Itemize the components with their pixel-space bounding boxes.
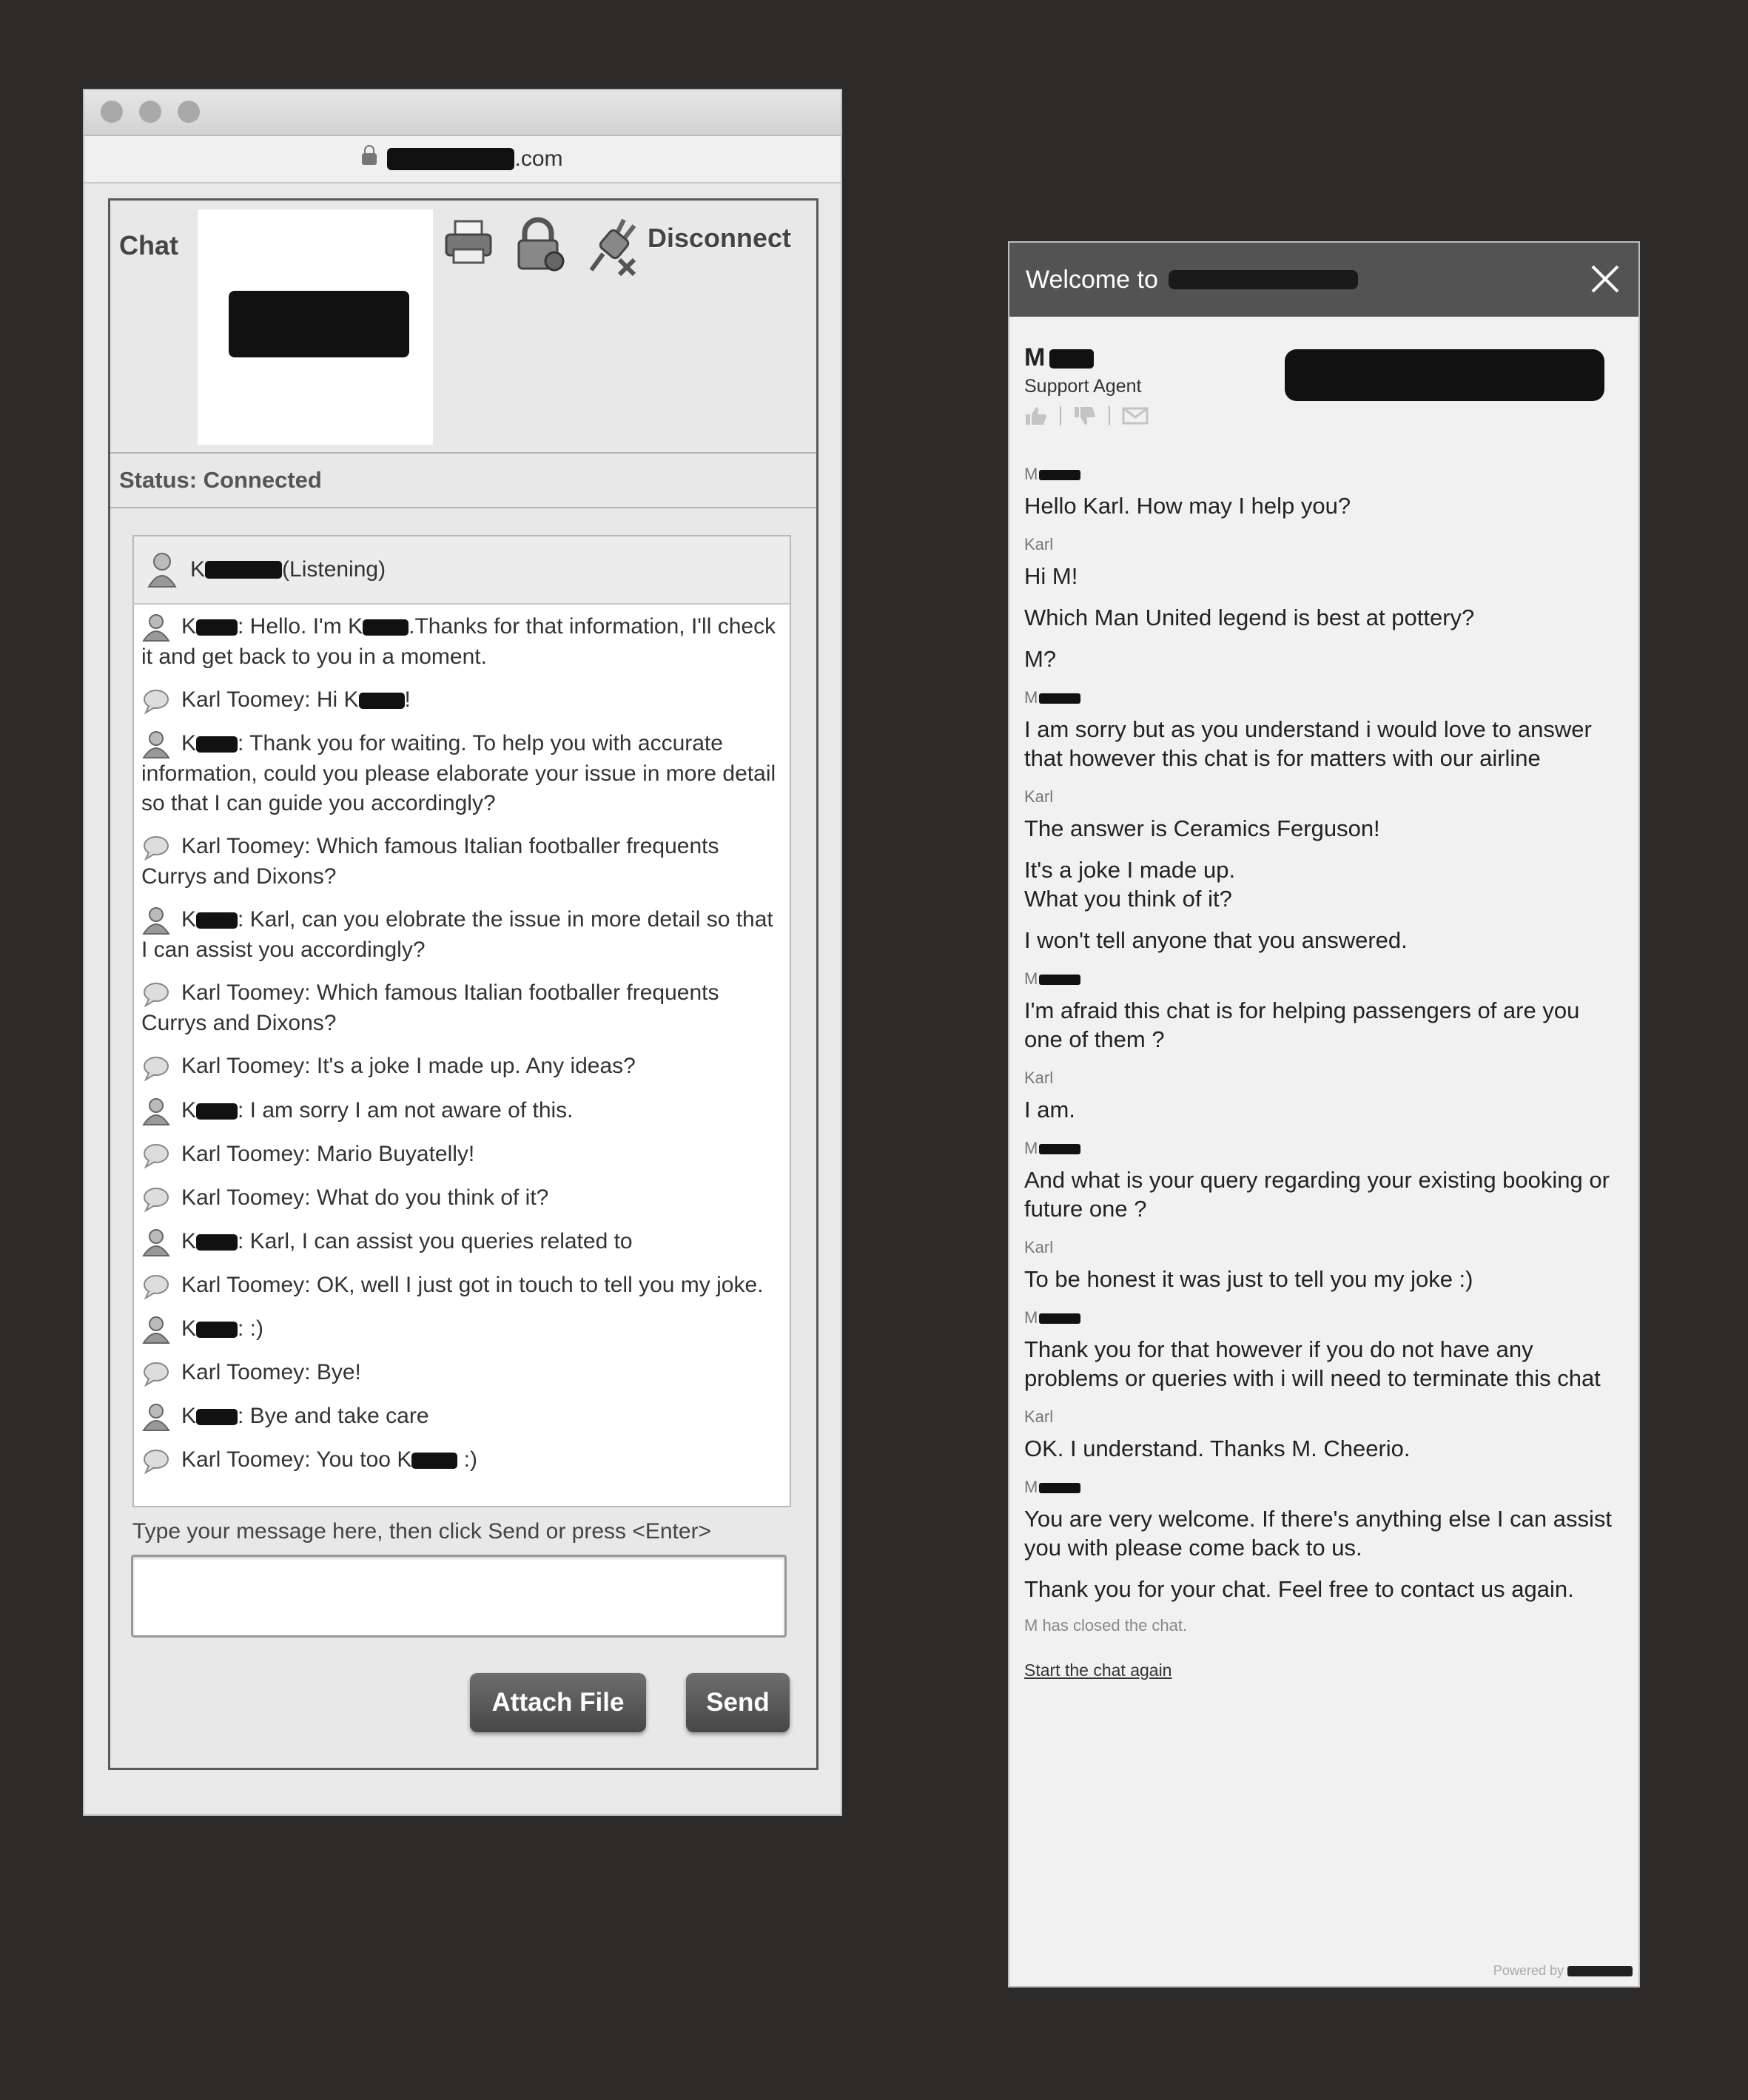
message-text-cont: .Thanks for that information, I'll check it and get back to you in a moment.: [141, 614, 776, 670]
thumbs-down-icon[interactable]: [1073, 405, 1097, 426]
message-text: : Hi K: [304, 687, 359, 713]
message-text: : It's a joke I made up. Any ideas?: [304, 1054, 636, 1079]
send-button[interactable]: Send: [686, 1673, 790, 1732]
message-line: I am.: [1024, 1097, 1075, 1123]
sender-label: [1024, 535, 1621, 556]
action-separator: [1109, 406, 1110, 425]
message-line: You are very welcome. If there's anything else I can assist you with please come back to us.: [1024, 1506, 1612, 1561]
sender-initial: K: [181, 731, 197, 756]
sender-name: Karl: [1024, 787, 1054, 806]
chat-message: [141, 729, 784, 818]
message-text: : I am sorry I am not aware of this.: [238, 1097, 574, 1123]
sender-name: M: [1024, 688, 1038, 707]
chat-message: [141, 1096, 784, 1126]
chat-message: [141, 1401, 784, 1432]
chat-window-right: [1009, 243, 1638, 1986]
lock-icon: [362, 153, 377, 165]
redacted-name: [1039, 1483, 1080, 1493]
sender-name: Karl Toomey: [181, 1272, 305, 1297]
sender-name: Karl Toomey: [181, 687, 305, 713]
sender-label: [1024, 1238, 1621, 1259]
sender-label: [1024, 787, 1621, 808]
chat-bubble-icon: [141, 1140, 171, 1170]
chat-bubble-icon: [141, 979, 171, 1009]
redacted-airline-logo: [1285, 349, 1604, 401]
message-list: [134, 605, 790, 1475]
thumbs-up-icon[interactable]: [1024, 405, 1048, 426]
chat-message: [141, 978, 784, 1038]
action-separator: [1060, 406, 1061, 425]
chat-message: [141, 685, 784, 716]
redacted-domain: [387, 148, 514, 170]
sender-label: [1024, 1068, 1621, 1089]
redacted-company: [1169, 270, 1358, 289]
chat-bubble-icon: [141, 1359, 171, 1388]
chat-header-bar: [1009, 243, 1638, 317]
message-text: : Bye and take care: [238, 1404, 429, 1429]
chat-message: [141, 1314, 784, 1345]
agent-avatar-icon: [147, 551, 177, 588]
agent-avatar-icon: [141, 1315, 171, 1345]
chat-window-left: [84, 90, 841, 1814]
disconnect-button[interactable]: Disconnect: [648, 223, 792, 253]
redacted-name: [1039, 975, 1080, 985]
redacted-name: [411, 1453, 457, 1469]
conversation-thread[interactable]: [1009, 465, 1638, 1680]
chat-message: [141, 905, 784, 965]
agent-avatar-icon: [141, 1097, 171, 1126]
sender-name: Karl Toomey: [181, 1360, 305, 1385]
redacted-name: [196, 736, 238, 753]
sender-name: M: [1024, 465, 1038, 483]
message-input[interactable]: [131, 1555, 787, 1638]
chat-bubble-icon: [141, 1053, 171, 1083]
close-window-button[interactable]: [101, 101, 123, 123]
sender-name: Karl: [1024, 1407, 1054, 1426]
chat-message: [141, 1227, 784, 1257]
message-line: The answer is Ceramics Ferguson!: [1024, 815, 1380, 841]
company-logo: [198, 209, 433, 445]
redacted-name: [196, 1234, 238, 1251]
attach-file-button[interactable]: Attach File: [470, 1673, 646, 1732]
chat-message: [141, 1051, 784, 1082]
agent-avatar-icon: [141, 730, 171, 759]
sender-initial: K: [181, 1316, 197, 1341]
zoom-window-button[interactable]: [178, 101, 200, 123]
message-text: : What do you think of it?: [304, 1185, 549, 1210]
redacted-name: [196, 1103, 238, 1120]
sender-name: M: [1024, 969, 1038, 988]
sender-initial: K: [181, 614, 197, 639]
chat-bubble-icon: [141, 832, 171, 862]
sender-name: Karl Toomey: [181, 1185, 305, 1210]
powered-by: [1493, 1963, 1633, 1979]
sender-label: [1024, 465, 1621, 485]
chat-panel: [108, 198, 818, 1770]
message-line: I am sorry but as you understand i would love to answer that however this chat is for matters with our airline: [1024, 716, 1592, 771]
compose-label: Type your message here, then click Send or press <Enter>: [132, 1519, 712, 1544]
secure-lock-icon[interactable]: [510, 215, 569, 275]
print-icon[interactable]: [442, 215, 495, 269]
listening-initial: K: [190, 557, 206, 582]
message-line: Hello Karl. How may I help you?: [1024, 493, 1351, 519]
title-bar: [84, 90, 841, 136]
url-suffix: .com: [514, 147, 563, 171]
message-text-cont: :): [457, 1447, 477, 1473]
redacted-name: [196, 1322, 238, 1338]
chat-message: [141, 1271, 784, 1301]
redacted-name: [1039, 470, 1080, 480]
chat-title: Chat: [119, 230, 178, 260]
message-text: : Mario Buyatelly!: [304, 1141, 475, 1166]
message-text: : Bye!: [304, 1360, 361, 1385]
redacted-name: [363, 619, 409, 636]
sender-label: [1024, 1139, 1621, 1160]
agent-initial: M: [1024, 343, 1046, 371]
restart-chat-link[interactable]: Start the chat again: [1024, 1660, 1172, 1680]
welcome-title: Welcome to: [1026, 265, 1158, 294]
disconnect-plug-icon[interactable]: [587, 215, 646, 276]
message-line: Thank you for your chat. Feel free to contact us again.: [1024, 1576, 1574, 1602]
chat-message: [141, 832, 784, 892]
message-line: I won't tell anyone that you answered.: [1024, 927, 1408, 953]
sender-name: M: [1024, 1478, 1038, 1496]
email-icon[interactable]: [1122, 406, 1149, 425]
message-text-cont: !: [404, 687, 411, 713]
message-line: M?: [1024, 646, 1057, 672]
powered-by-label: Powered by: [1493, 1963, 1564, 1978]
redacted-name: [1039, 1144, 1080, 1154]
listening-status: (Listening): [282, 557, 386, 582]
agent-avatar-icon: [141, 906, 171, 935]
connection-status: Status: Connected: [110, 454, 816, 508]
sender-name: Karl Toomey: [181, 1447, 305, 1473]
agent-avatar-icon: [141, 613, 171, 642]
redacted-name: [1039, 693, 1080, 704]
chat-message: [141, 1183, 784, 1214]
chat-closed-notice: M has closed the chat.: [1024, 1616, 1188, 1635]
redacted-name: [359, 693, 405, 709]
sender-name: Karl: [1024, 1238, 1054, 1256]
minimize-window-button[interactable]: [139, 101, 161, 123]
sender-initial: K: [181, 1228, 197, 1253]
message-text: : Thank you for waiting. To help you with accurate information, could you please elaborate your issue in more detail so that I can guide you accordingly?: [141, 731, 776, 816]
chat-message: [141, 1358, 784, 1388]
sender-name: Karl Toomey: [181, 1141, 305, 1166]
redacted-vendor: [1567, 1966, 1633, 1976]
chat-transcript[interactable]: [132, 535, 791, 1507]
agent-info: [1009, 317, 1638, 450]
message-text: : Karl, I can assist you queries related to: [238, 1228, 633, 1253]
listening-bar: [134, 536, 790, 605]
chat-bubble-icon: [141, 686, 171, 716]
agent-avatar-icon: [141, 1228, 171, 1257]
sender-name: Karl: [1024, 535, 1054, 553]
agent-role: Support Agent: [1024, 376, 1142, 397]
redacted-logo: [229, 291, 409, 357]
chat-bubble-icon: [141, 1271, 171, 1301]
message-text: : You too K: [304, 1447, 412, 1473]
sender-label: [1024, 1478, 1621, 1498]
sender-initial: K: [181, 907, 197, 932]
sender-name: M: [1024, 1308, 1038, 1327]
redacted-name: [205, 561, 282, 579]
sender-name: Karl: [1024, 1068, 1054, 1087]
sender-name: Karl Toomey: [181, 1054, 305, 1079]
message-line: Thank you for that however if you do not have any problems or queries with i will need to terminate this chat: [1024, 1336, 1601, 1391]
chat-header: [110, 201, 816, 454]
sender-initial: K: [181, 1097, 197, 1123]
message-text: : OK, well I just got in touch to tell you my joke.: [304, 1272, 764, 1297]
message-line: Hi M!: [1024, 563, 1078, 589]
sender-label: [1024, 1308, 1621, 1329]
message-line: To be honest it was just to tell you my joke :): [1024, 1266, 1473, 1292]
message-text: : Karl, can you elobrate the issue in more detail so that I can assist you accordingly?: [141, 907, 773, 963]
message-text: : Which famous Italian footballer frequents Currys and Dixons?: [141, 834, 719, 889]
chat-message: [141, 1445, 784, 1475]
message-line: And what is your query regarding your existing booking or future one ?: [1024, 1167, 1610, 1222]
sender-label: [1024, 688, 1621, 709]
chat-bubble-icon: [141, 1446, 171, 1475]
message-text: : Hello. I'm K: [238, 614, 363, 639]
message-line: I'm afraid this chat is for helping passengers of are you one of them ?: [1024, 997, 1580, 1052]
agent-rating-actions: [1024, 405, 1149, 426]
agent-avatar-icon: [141, 1402, 171, 1432]
message-text: : :): [238, 1316, 264, 1341]
redacted-name: [196, 1409, 238, 1425]
message-line: It's a joke I made up. What you think of it?: [1024, 857, 1236, 912]
message-text: : Which famous Italian footballer frequents Currys and Dixons?: [141, 980, 719, 1036]
sender-name: Karl Toomey: [181, 834, 305, 859]
redacted-name: [196, 619, 238, 636]
chat-message: [141, 1140, 784, 1170]
sender-initial: K: [181, 1404, 197, 1429]
url-bar[interactable]: [84, 136, 841, 184]
chat-message: [141, 612, 784, 672]
agent-name: [1024, 343, 1094, 372]
redacted-name: [196, 912, 238, 929]
chat-bubble-icon: [141, 1184, 171, 1214]
sender-name: M: [1024, 1139, 1038, 1157]
sender-name: Karl Toomey: [181, 980, 305, 1006]
close-icon[interactable]: [1588, 262, 1622, 296]
sender-label: [1024, 969, 1621, 990]
sender-label: [1024, 1407, 1621, 1428]
redacted-agent-name: [1049, 349, 1094, 368]
message-line: Which Man United legend is best at pottery?: [1024, 605, 1475, 630]
redacted-name: [1039, 1313, 1080, 1324]
message-line: OK. I understand. Thanks M. Cheerio.: [1024, 1436, 1411, 1461]
